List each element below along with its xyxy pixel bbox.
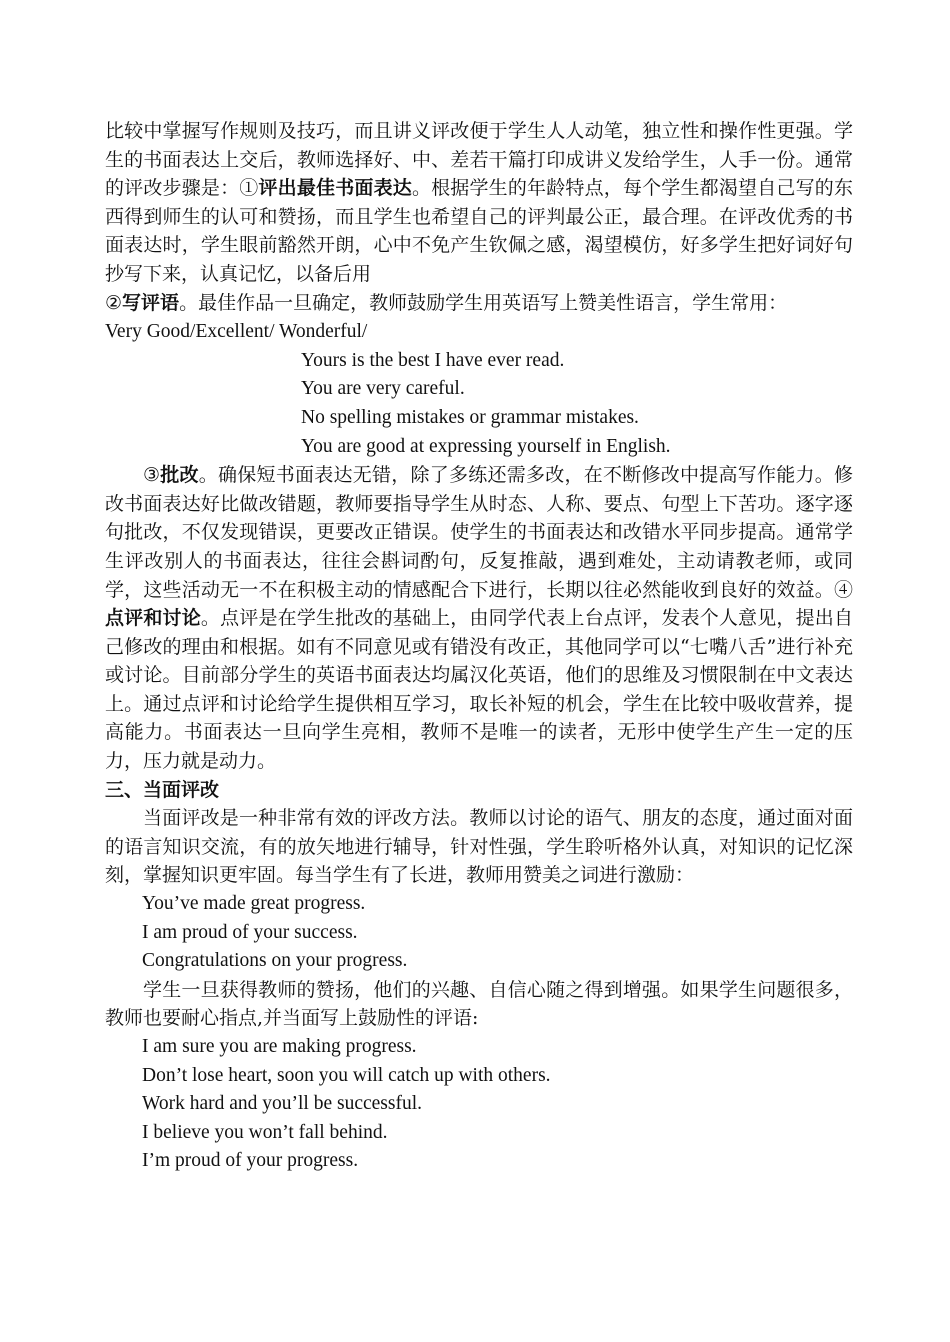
encourage-line: Work hard and you’ll be successful.	[142, 1093, 423, 1115]
encourage-line: Don’t lose heart, soon you will catch up with others.	[142, 1064, 551, 1086]
step-number: ②	[105, 291, 123, 314]
paragraph-text: 。确保短书面表达无错，除了多练还需多改，在不断修改中提高写作能力。修改书面表达好比做改错题，教师要指导学生从时态、人称、要点、句型上下苦功。逐字逐句批改，不仅发现错误，更要改正错误。使学生的书面表达和改错水平同步提高。通常学生评改别人的书面表达，往往会斟词酌句，反复推敲，遇到难处，主动请教老师，或同学，这些活动无一不在积极主动的情感配合下进行，长期以往必然能收到良好的效益。	[105, 464, 853, 601]
step-number: ③	[143, 464, 161, 487]
paragraph-text: 。点评是在学生批改的基础上，由同学代表上台点评，发表个人意见，提出自己修改的理由和根据。如有不同意见或有错没有改正，其他同学可以“七嘴八舌”进行补充或讨论。目前部分学生的英语书面表达均属汉化英语，他们的思维及习惯限制在中文表达上。通过点评和讨论给学生提供相互学习，取长补短的机会，学生在比较中吸收营养，提高能力。书面表达一旦向学生亮相，教师不是唯一的读者，无形中使学生产生一定的压力，压力就是动力。	[105, 607, 853, 773]
paragraph-face-to-face-middle: 学生一旦获得教师的赞扬，他们的兴趣、自信心随之得到增强。如果学生问题很多，教师也要耐心指点,并当面写上鼓励性的评语:	[105, 978, 853, 1030]
encourage-line: I’m proud of your progress.	[142, 1150, 359, 1172]
paragraph-face-to-face-intro: 当面评改是一种非常有效的评改方法。教师以讨论的语气、朋友的态度，通过面对面的语言知识交流，有的放矢地进行辅导，针对性强，学生聆听格外认真，对知识的记忆深刻，掌握知识更牢固。每当学生有了长进，教师用赞美之词进行激励：	[105, 807, 853, 887]
praise-line: You’ve made great progress.	[142, 893, 366, 915]
english-praise-line: Very Good/Excellent/ Wonderful/	[105, 321, 368, 343]
step-title-write-comments: 写评语	[122, 291, 180, 314]
praise-line: Congratulations on your progress.	[142, 950, 408, 972]
encourage-line: I believe you won’t fall behind.	[142, 1121, 388, 1143]
paragraph-text: 。最佳作品一旦确定，教师鼓励学生用英语写上赞美性语言，学生常用：	[179, 291, 788, 314]
paragraph-text: 。根据学生的年龄特点，每个学生都渴望自己写的东西得到师生的认可和赞扬，而且学生也希望自己的评判最公正，最合理。在评改优秀的书面表达时，学生眼前豁然开朗，心中不免产生钦佩之感，渴望模仿，好多学生把好词好句抄写下来，认真记忆，以备后用	[105, 177, 853, 285]
paragraph-correction-steps	[105, 461, 853, 776]
paragraph-text: 比较中掌握写作规则及技巧，而且讲义评改便于学生人人动笔，独立性和操作性更强。学生的书面表达上交后，教师选择好、中、差若干篇打印成讲义发给学生，人手一份。通常的评改步骤是：	[105, 120, 853, 200]
praise-line: You are very careful.	[301, 378, 465, 400]
paragraph-written-expression-steps	[105, 117, 853, 347]
praise-line: Yours is the best I have ever read.	[301, 349, 565, 371]
praise-line: You are good at expressing yourself in English.	[301, 435, 671, 457]
encourage-line: I am sure you are making progress.	[142, 1036, 417, 1057]
step-title-best-writing: 评出最佳书面表达	[258, 177, 412, 200]
step-number: ①	[239, 177, 259, 200]
step-title-review-discussion: 点评和讨论	[105, 607, 201, 630]
document-body	[105, 117, 853, 1176]
step-number: ④	[833, 578, 853, 601]
section-heading: 三、当面评改	[105, 778, 220, 801]
praise-line: I am proud of your success.	[142, 921, 358, 943]
step-title-correction: 批改	[160, 464, 199, 487]
praise-line: No spelling mistakes or grammar mistakes.	[301, 406, 639, 428]
